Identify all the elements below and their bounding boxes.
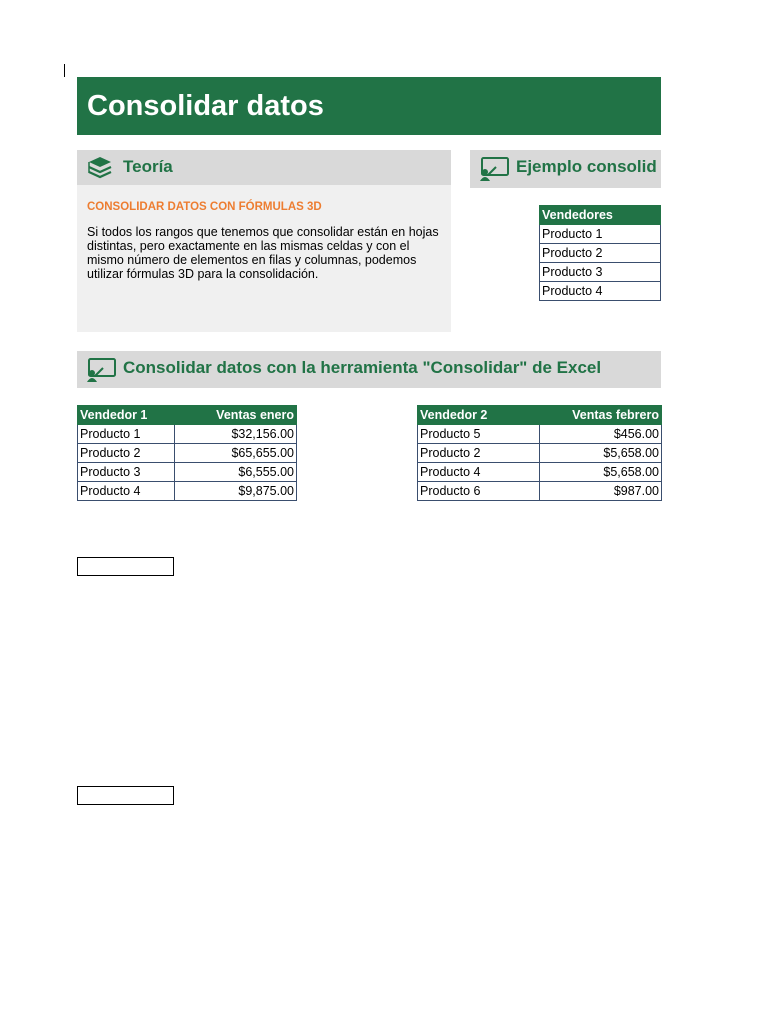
table-cell[interactable]: Producto 4 — [540, 282, 661, 301]
table-row — [540, 244, 661, 263]
text-cursor — [64, 64, 65, 77]
table-cell[interactable]: Producto 2 — [540, 244, 661, 263]
example-heading: Ejemplo consolid — [516, 157, 657, 176]
table-cell[interactable]: Producto 5 — [418, 425, 540, 444]
table-row — [540, 282, 661, 301]
sales-table-2 — [417, 405, 662, 501]
table-cell[interactable]: Producto 1 — [78, 425, 175, 444]
presentation-icon — [478, 156, 508, 180]
tool-header — [77, 351, 661, 388]
table-cell[interactable]: $5,658.00 — [540, 444, 662, 463]
vendedores-header: Vendedores — [540, 206, 661, 225]
table-row — [418, 463, 662, 482]
table-cell[interactable]: Producto 4 — [78, 482, 175, 501]
page-title: Consolidar datos — [77, 77, 661, 135]
theory-header — [77, 150, 451, 185]
table-cell[interactable]: Producto 1 — [540, 225, 661, 244]
column-header: Ventas febrero — [540, 406, 662, 425]
table-cell[interactable]: Producto 6 — [418, 482, 540, 501]
table-row — [418, 444, 662, 463]
books-icon — [85, 156, 115, 180]
table-cell[interactable]: Producto 4 — [418, 463, 540, 482]
column-header: Ventas enero — [175, 406, 297, 425]
table-cell[interactable]: $65,655.00 — [175, 444, 297, 463]
table-row — [78, 463, 297, 482]
example-header — [470, 150, 661, 188]
table-cell[interactable]: $9,875.00 — [175, 482, 297, 501]
presentation-icon — [85, 357, 115, 381]
theory-body — [77, 185, 451, 332]
table-row — [418, 425, 662, 444]
table-row — [78, 425, 297, 444]
table-row — [418, 482, 662, 501]
empty-cell-box[interactable] — [77, 786, 174, 805]
table-row — [78, 444, 297, 463]
table-cell[interactable]: Producto 2 — [418, 444, 540, 463]
empty-cell-box[interactable] — [77, 557, 174, 576]
table-cell[interactable]: $6,555.00 — [175, 463, 297, 482]
table-cell[interactable]: $5,658.00 — [540, 463, 662, 482]
table-cell[interactable]: $32,156.00 — [175, 425, 297, 444]
sales-table-1 — [77, 405, 297, 501]
theory-text: Si todos los rangos que tenemos que consolidar están en hojas distintas, pero exactamente en las mismas celdas y con el mismo número de elementos en filas y columnas, podemos utilizar fórmulas 3D para la consolidación. — [87, 225, 439, 281]
table-cell[interactable]: $456.00 — [540, 425, 662, 444]
theory-heading: Teoría — [123, 157, 173, 176]
table-cell[interactable]: Producto 3 — [540, 263, 661, 282]
table-row — [78, 482, 297, 501]
vendedores-table — [539, 205, 661, 301]
table-row — [540, 263, 661, 282]
table-cell[interactable]: Producto 3 — [78, 463, 175, 482]
table-cell[interactable]: $987.00 — [540, 482, 662, 501]
tool-heading: Consolidar datos con la herramienta "Consolidar" de Excel — [123, 358, 602, 377]
theory-subheading: CONSOLIDAR DATOS CON FÓRMULAS 3D — [87, 201, 322, 213]
table-row — [540, 225, 661, 244]
table-cell[interactable]: Producto 2 — [78, 444, 175, 463]
column-header: Vendedor 1 — [78, 406, 175, 425]
column-header: Vendedor 2 — [418, 406, 540, 425]
